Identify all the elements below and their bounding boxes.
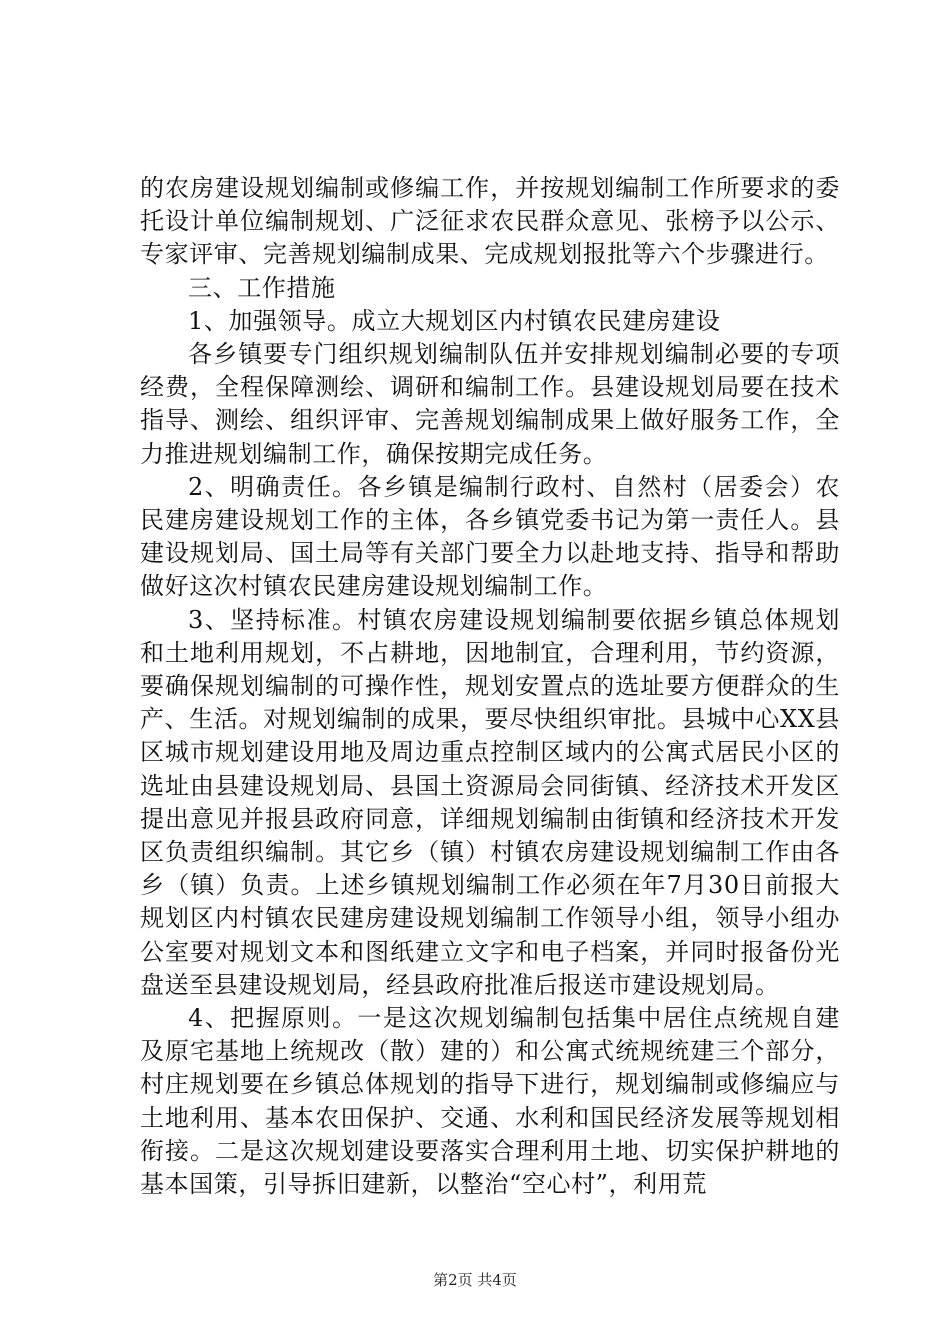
page-footer: 第2页 共4页	[433, 1271, 517, 1289]
paragraph-responsibility: 2、明确责任。各乡镇是编制行政村、自然村（居委会）农民建房建设规划工作的主体，各乡镇党委书记为第一责任人。县建设规划局、国土局等有关部门要全力以赴地支持、指导和帮助做好这次村镇农民建房建设规划编制工作。	[140, 472, 840, 601]
paragraph-funding: 各乡镇要专门组织规划编制队伍并安排规划编制必要的专项经费，全程保障测绘、调研和编制工作。县建设规划局要在技术指导、测绘、组织评审、完善规划编制成果上做好服务工作，全力推进规划编制工作，确保按期完成任务。	[140, 340, 840, 468]
document-body	[140, 172, 840, 1201]
paragraph-strengthen-leadership: 1、加强领导。成立大规划区内村镇农民建房建设	[188, 306, 721, 335]
paragraph-principles: 4、把握原则。一是这次规划编制包括集中居住点统规自建及原宅基地上统规改（散）建的）和公寓式统规统建三个部分，村庄规划要在乡镇总体规划的指导下进行，规划编制或修编应与土地利用、基本农田保护、交通、水利和国民经济发展等规划相衔接。二是这次规划建设要落实合理利用土地、切实保护耕地的基本国策，引导拆旧建新，以整治“空心村”，利用荒	[140, 1004, 840, 1199]
section-heading-work-measures: 三、工作措施	[188, 273, 336, 302]
paragraph-standards: 3、坚持标准。村镇农房建设规划编制要依据乡镇总体规划和土地利用规划，不占耕地，因地制宜，合理利用，节约资源，要确保规划编制的可操作性，规划安置点的选址要方便群众的生产、生活。对规划编制的成果，要尽快组织审批。县城中心XX县区城市规划建设用地及周边重点控制区域内的公寓式居民小区的选址由县建设规划局、县国土资源局会同街镇、经济技术开发区提出意见并报县政府同意，详细规划编制由街镇和经济技术开发区负责组织编制。其它乡（镇）村镇农房建设规划编制工作由各乡（镇）负责。上述乡镇规划编制工作必须在年7月30日前报大规划区内村镇农民建房建设规划编制工作领导小组，领导小组办公室要对规划文本和图纸建立文字和电子档案，并同时报备份光盘送至县建设规划局，经县政府批准后报送市建设规划局。	[140, 605, 840, 999]
paragraph-1: 的农房建设规划编制或修编工作，并按规划编制工作所要求的委托设计单位编制规划、广泛征求农民群众意见、张榜予以公示、专家评审、完善规划编制成果、完成规划报批等六个步骤进行。	[140, 174, 840, 269]
